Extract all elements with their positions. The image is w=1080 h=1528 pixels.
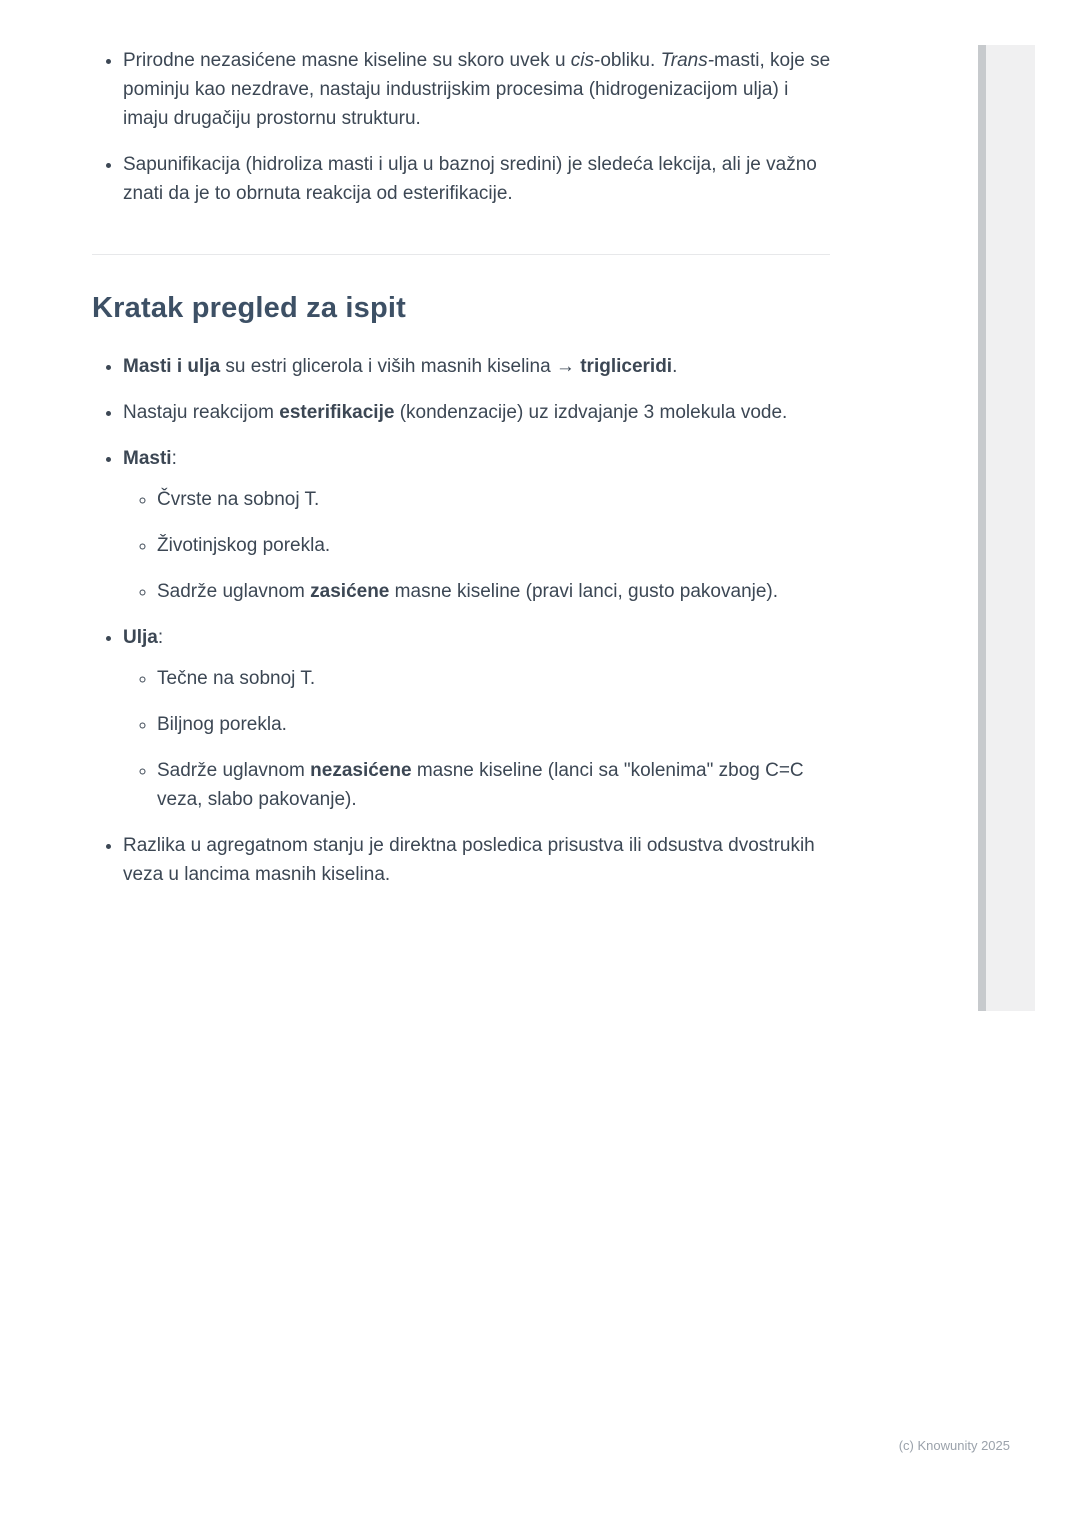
text-segment: su estri glicerola i viših masnih kiselina → xyxy=(220,356,581,377)
list-item xyxy=(123,623,834,814)
list-item xyxy=(123,150,834,208)
content-area xyxy=(92,46,834,906)
text-segment: masti, koje se pominju kao nezdrave, nastaju industrijskim procesima (hidrogenizacijom ulja) i imaju drugačiju prostornu strukturu. xyxy=(123,50,831,129)
text-segment: zasićene xyxy=(310,581,390,602)
text-segment: masne kiseline (lanci sa "kolenima" zbog C=C veza, slabo pakovanje). xyxy=(157,760,804,810)
text-segment: (kondenzacije) uz izdvajanje 3 molekula vode. xyxy=(394,402,788,423)
list-item xyxy=(123,831,834,889)
text-segment: -obliku. xyxy=(594,50,661,71)
divider xyxy=(92,254,830,255)
text-segment: masne kiseline (pravi lanci, gusto pakovanje). xyxy=(389,581,779,602)
review-list xyxy=(92,352,834,889)
intro-list xyxy=(92,46,834,208)
list-item xyxy=(157,710,834,739)
sub-list xyxy=(123,664,834,814)
text-segment: nezasićene xyxy=(310,760,412,781)
text-segment: Biljnog porekla. xyxy=(157,714,287,735)
scrollbar-thumb[interactable] xyxy=(978,45,986,1011)
text-segment: Masti i ulja xyxy=(123,356,221,377)
text-segment: Nastaju reakcijom xyxy=(123,402,280,423)
text-segment: Sapunifikacija (hidroliza masti i ulja u baznoj sredini) je sledeća lekcija, ali je važno znati da je to obrnuta reakcija od esterifikacije. xyxy=(123,154,817,204)
text-segment: Tečne na sobnoj T. xyxy=(157,668,316,689)
text-segment: cis xyxy=(570,50,595,71)
text-segment: Trans- xyxy=(660,50,715,71)
list-item xyxy=(157,485,834,514)
list-item xyxy=(157,577,834,606)
text-segment: Ulja xyxy=(123,627,158,648)
list-item xyxy=(123,444,834,606)
text-segment: Prirodne nezasićene masne kiseline su skoro uvek u xyxy=(123,50,571,71)
list-item xyxy=(123,398,834,427)
list-item xyxy=(157,531,834,560)
copyright-text: (c) Knowunity 2025 xyxy=(898,1438,1010,1453)
text-segment: Čvrste na sobnoj T. xyxy=(157,489,320,510)
list-item xyxy=(123,352,834,381)
text-segment: trigliceridi xyxy=(580,356,673,377)
section-heading: Kratak pregled za ispit xyxy=(92,292,407,324)
text-segment: . xyxy=(672,356,678,377)
text-segment: Sadrže uglavnom xyxy=(157,760,311,781)
text-segment: Masti xyxy=(123,448,172,469)
text-segment: : xyxy=(157,627,164,648)
list-item xyxy=(123,46,834,133)
sub-list xyxy=(123,485,834,606)
text-segment: Sadrže uglavnom xyxy=(157,581,311,602)
text-segment: : xyxy=(171,448,177,469)
text-segment: esterifikacije xyxy=(279,402,395,423)
list-item xyxy=(157,664,834,693)
text-segment: Razlika u agregatnom stanju je direktna posledica prisustva ili odsustva dvostrukih veza u lancima masnih kiselina. xyxy=(123,835,815,885)
scrollbar-track[interactable] xyxy=(978,45,1035,1011)
text-segment: Životinjskog porekla. xyxy=(157,535,331,556)
list-item xyxy=(157,756,834,814)
